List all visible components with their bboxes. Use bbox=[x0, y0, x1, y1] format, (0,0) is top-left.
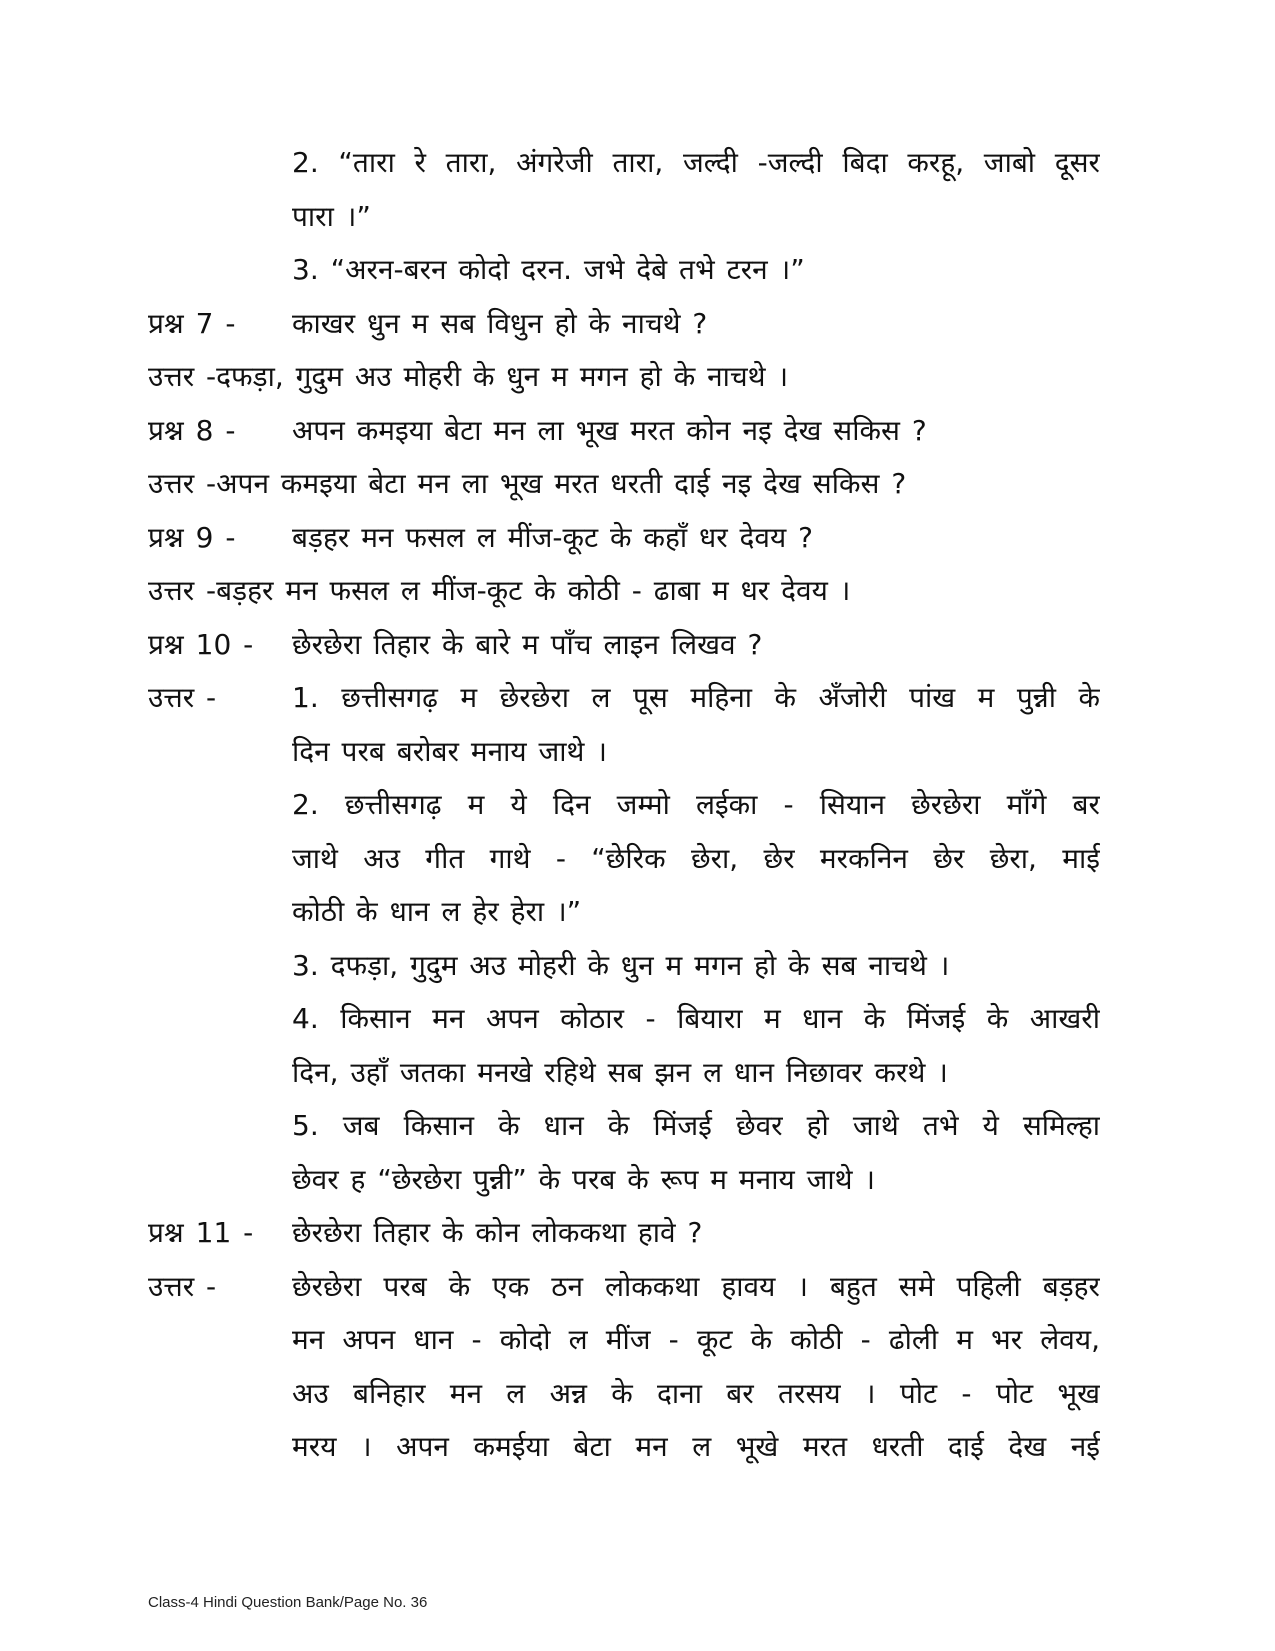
text-line: उत्तर -बड़हर मन फसल ल मींज-कूट के कोठी - ढाबा म धर देवय । bbox=[148, 574, 851, 607]
text-line: उत्तर -दफड़ा, गुदुम अउ मोहरी के धुन म मगन हो के नाचथे । bbox=[148, 360, 789, 393]
text-line: 2. “तारा रे तारा, अंगरेजी तारा, जल्दी -जल्दी बिदा करहू, जाबो दूसर bbox=[292, 146, 1100, 179]
question-answer-label: प्रश्न 7 - bbox=[148, 307, 236, 340]
text-line: मन अपन धान - कोदो ल मींज - कूट के कोठी - ढोली म भर लेवय, bbox=[292, 1323, 1100, 1356]
question-answer-label: प्रश्न 11 - bbox=[148, 1216, 254, 1249]
text-line: छेरछेरा तिहार के कोन लोककथा हावे ? bbox=[292, 1216, 703, 1249]
text-line: दिन, उहाँ जतका मनखे रहिथे सब झन ल धान निछावर करथे । bbox=[292, 1056, 948, 1089]
text-line: 4. किसान मन अपन कोठार - बियारा म धान के मिंजई के आखरी bbox=[292, 1002, 1100, 1035]
text-line: उत्तर -अपन कमइया बेटा मन ला भूख मरत धरती दाई नइ देख सकिस ? bbox=[148, 467, 907, 500]
question-answer-label: प्रश्न 10 - bbox=[148, 628, 254, 661]
text-line: बड़हर मन फसल ल मींज-कूट के कहाँ धर देवय ? bbox=[292, 521, 813, 554]
text-line: अपन कमइया बेटा मन ला भूख मरत कोन नइ देख सकिस ? bbox=[292, 414, 927, 447]
text-line: 5. जब किसान के धान के मिंजई छेवर हो जाथे तभे ये समिल्हा bbox=[292, 1109, 1100, 1142]
question-answer-label: प्रश्न 9 - bbox=[148, 521, 236, 554]
page-footer: Class-4 Hindi Question Bank/Page No. 36 bbox=[148, 1594, 428, 1611]
text-line: छेवर ह “छेरछेरा पुन्नी” के परब के रूप म मनाय जाथे । bbox=[292, 1163, 876, 1196]
question-answer-label: प्रश्न 8 - bbox=[148, 414, 236, 447]
text-line: 1. छत्तीसगढ़ म छेरछेरा ल पूस महिना के अँजोरी पांख म पुन्नी के bbox=[292, 681, 1100, 714]
text-line: 2. छत्तीसगढ़ म ये दिन जम्मो लईका - सियान छेरछेरा माँगे बर bbox=[292, 788, 1100, 821]
question-answer-label: उत्तर - bbox=[148, 681, 217, 714]
question-answer-label: उत्तर - bbox=[148, 1270, 217, 1303]
text-line: पारा ।” bbox=[292, 200, 371, 233]
text-line: काखर धुन म सब विधुन हो के नाचथे ? bbox=[292, 307, 708, 340]
text-line: छेरछेरा तिहार के बारे म पाँच लाइन लिखव ? bbox=[292, 628, 763, 661]
text-line: जाथे अउ गीत गाथे - “छेरिक छेरा, छेर मरकनिन छेर छेरा, माई bbox=[292, 842, 1100, 875]
text-line: दिन परब बरोबर मनाय जाथे । bbox=[292, 735, 607, 768]
text-line: 3. “अरन-बरन कोदो दरन. जभे देबे तभे टरन ।” bbox=[292, 253, 805, 286]
text-line: मरय । अपन कमईया बेटा मन ल भूखे मरत धरती दाई देख नई bbox=[292, 1430, 1100, 1463]
text-line: अउ बनिहार मन ल अन्न के दाना बर तरसय । पोट - पोट भूख bbox=[292, 1377, 1100, 1410]
text-line: कोठी के धान ल हेर हेरा ।” bbox=[292, 895, 582, 928]
text-line: 3. दफड़ा, गुदुम अउ मोहरी के धुन म मगन हो के सब नाचथे । bbox=[292, 949, 950, 982]
text-line: छेरछेरा परब के एक ठन लोककथा हावय । बहुत समे पहिली बड़हर bbox=[292, 1270, 1100, 1303]
